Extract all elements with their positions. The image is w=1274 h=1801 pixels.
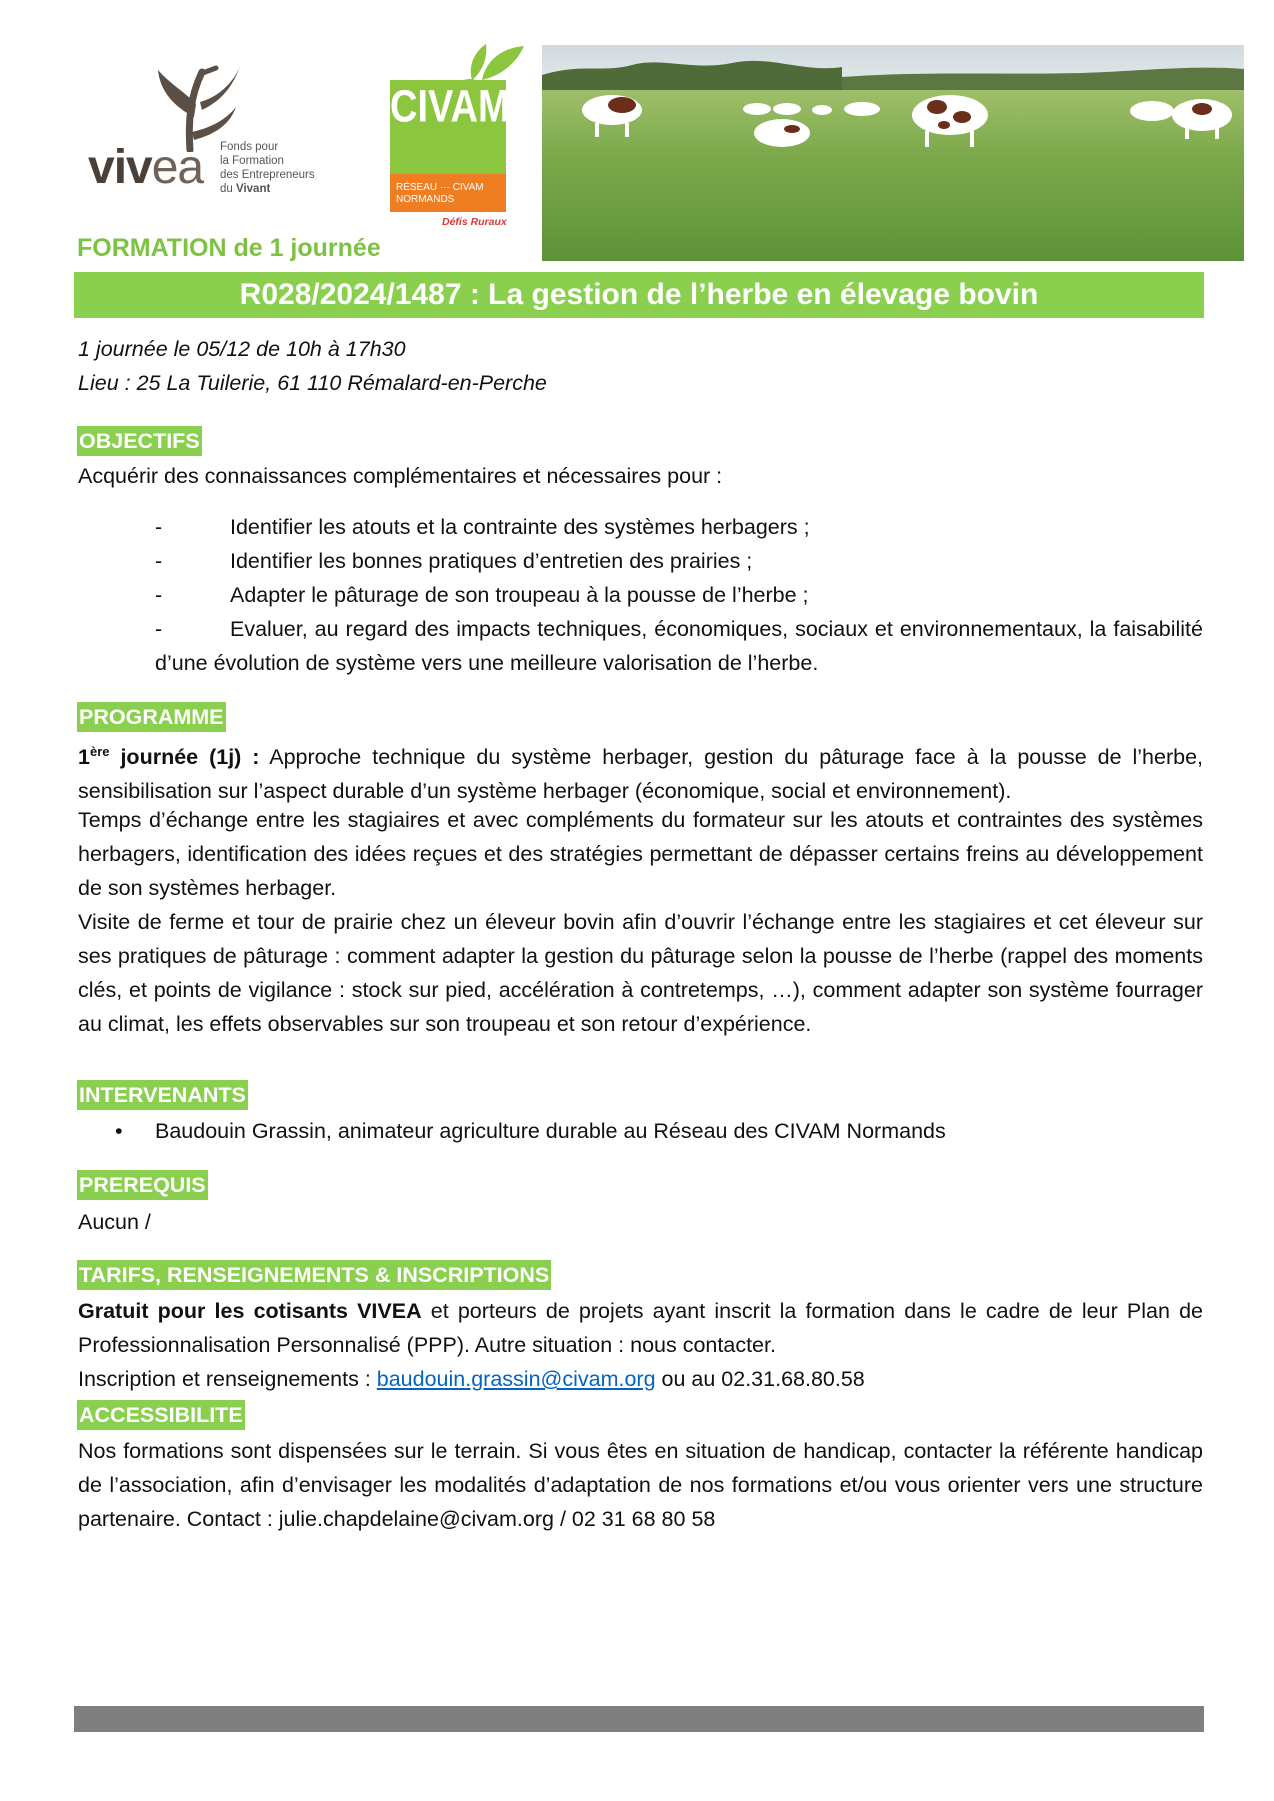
- email-link[interactable]: baudouin.grassin@civam.org: [376, 1367, 656, 1391]
- section-programme: PROGRAMME: [77, 702, 226, 732]
- intervenant-item: • Baudouin Grassin, animateur agriculture durable au Réseau des CIVAM Normands: [115, 1119, 946, 1143]
- tarifs-text: Gratuit pour les cotisants VIVEA et porteurs de projets ayant inscrit la formation dans le cadre de leur Plan de Professionnalisation Personnalisé (PPP). Autre situation : nous contacter.: [78, 1299, 1203, 1357]
- formation-label: FORMATION de 1 journée: [77, 234, 381, 262]
- section-tarifs: TARIFS, RENSEIGNEMENTS & INSCRIPTIONS: [77, 1260, 551, 1290]
- objectif-item: - Adapter le pâturage de son troupeau à la pousse de l’herbe ;: [155, 583, 809, 607]
- vivea-plant-icon: [130, 62, 270, 152]
- section-accessibilite: ACCESSIBILITE: [77, 1400, 245, 1430]
- civam-defis-ruraux: Défis Ruraux: [442, 216, 507, 228]
- objectif-item: - Identifier les atouts et la contrainte des systèmes herbagers ;: [155, 515, 810, 539]
- civam-logo: [390, 40, 530, 236]
- civam-subtitle: RÉSEAU ··· CIVAM NORMANDS: [396, 182, 484, 205]
- session-date: 1 journée le 05/12 de 10h à 17h30: [78, 337, 406, 361]
- cows-pasture-photo: [542, 45, 1244, 261]
- programme-echange: Temps d’échange entre les stagiaires et avec compléments du formateur sur les atouts et contraintes des systèmes herbagers, identification des idées reçues et des stratégies permettant de dépasser certains freins au développement de son systèmes herbager.: [78, 808, 1203, 900]
- session-location: Lieu : 25 La Tuilerie, 61 110 Rémalard-en-Perche: [78, 371, 547, 395]
- pasture-image: [542, 45, 1244, 261]
- vivea-wordmark: vivea: [88, 141, 204, 194]
- objectif-item: - Evaluer, au regard des impacts techniques, économiques, sociaux et environnementaux, la faisabilité d’une évolution de système vers une meilleure valorisation de l’herbe.: [155, 617, 1203, 675]
- civam-wordmark: CIVAM: [390, 81, 510, 133]
- objectif-item: - Identifier les bonnes pratiques d’entretien des prairies ;: [155, 549, 753, 573]
- inscription-contact: Inscription et renseignements : baudouin.grassin@civam.org ou au 02.31.68.80.58: [78, 1367, 865, 1391]
- section-intervenants: INTERVENANTS: [77, 1080, 248, 1110]
- vivea-logo: [70, 62, 345, 210]
- objectifs-intro: Acquérir des connaissances complémentaires et nécessaires pour :: [78, 464, 723, 488]
- section-prerequis: PREREQUIS: [77, 1170, 208, 1200]
- programme-visite: Visite de ferme et tour de prairie chez un éleveur bovin afin d’ouvrir l’échange entre les stagiaires et cet éleveur sur ses pratiques de pâturage : comment adapter la gestion du pâturage selon la pousse de l’herbe (rappel des moments clés, et points de vigilance : stock sur pied, accélération à contretemps, …), comment adapter son système fourrager au climat, les effets observables sur son troupeau et son retour d’expérience.: [78, 910, 1203, 1036]
- formation-title: R028/2024/1487 : La gestion de l’herbe en élevage bovin: [74, 272, 1204, 318]
- accessibilite-text: Nos formations sont dispensées sur le terrain. Si vous êtes en situation de handicap, contacter la référente handicap de l’association, afin d’envisager les modalités d’adaptation de nos formations et/ou vous orienter vers une structure partenaire. Contact : julie.chapdelaine@civam.org / 02 31 68 80 58: [78, 1439, 1203, 1531]
- prerequis-text: Aucun /: [78, 1210, 151, 1234]
- vivea-tagline: Fonds pour la Formation des Entrepreneurs du Vivant: [220, 141, 315, 195]
- programme-day-1: 1ère journée (1j) : Approche technique du système herbager, gestion du pâturage face à la pousse de l’herbe, sensibilisation sur l’aspect durable d’un système herbager (économique, social et environnement).: [78, 744, 1204, 804]
- section-objectifs: OBJECTIFS: [77, 426, 202, 456]
- footer-bar: [74, 1706, 1204, 1732]
